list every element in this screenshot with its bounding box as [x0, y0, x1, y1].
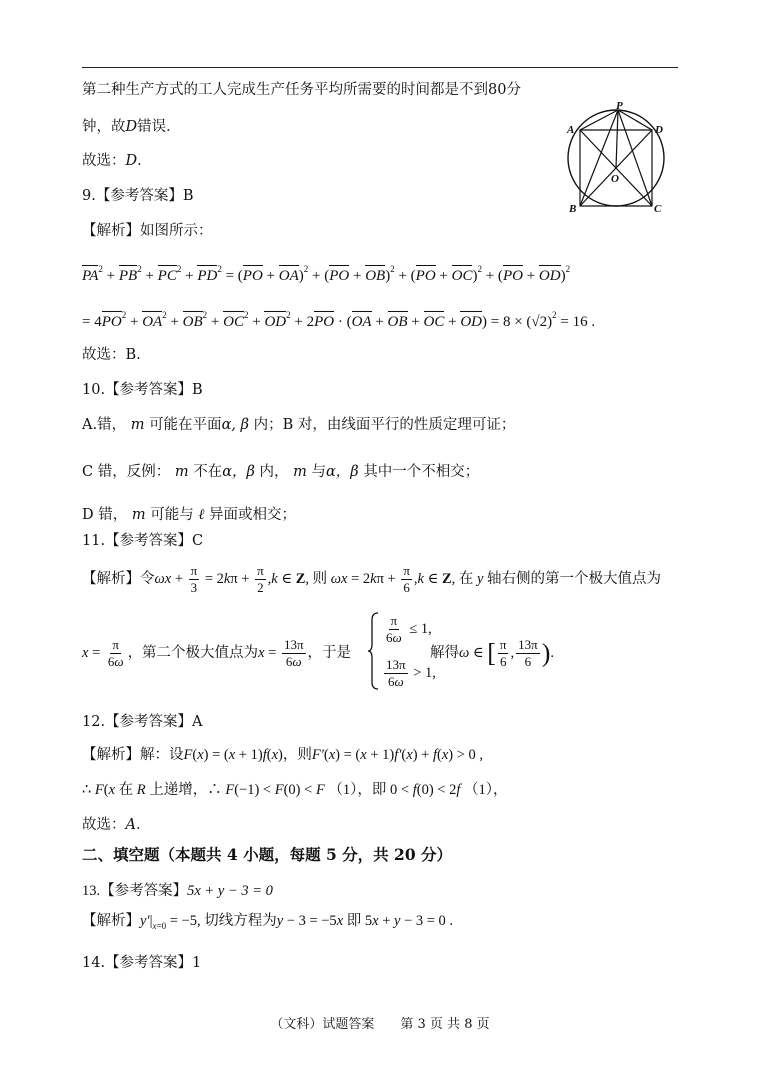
- q10-option-c: C 错，反例： m 不在α，β 内， m 与α，β 其中一个不相交；: [82, 464, 480, 480]
- q11-solution: 解得ω ∈ [ $\frac{\pi}{6}$ , $\frac{13\pi}{6}$ ).: [430, 637, 554, 670]
- label-D: D: [655, 124, 663, 136]
- q11-system-2: $\frac{13\pi}{6\omega}$ > 1,: [386, 657, 436, 690]
- q12-analysis-1: 【解析】解：设F(x) = (x + 1)f(x)，则F′(x) = (x + 1)f′(x) + f(x) > 0 ,: [82, 747, 484, 763]
- q9-equation-1: $PA^2 + PB^2 + PC^2 + PD^2 = (PO + OA)^2 + (PO + OB)^2 + (PO + OC)^2 + (PO + OD)^2$: [82, 264, 571, 284]
- page-footer: （文科）试题答案 第 3 页 共 8 页: [270, 1017, 490, 1032]
- label-O: O: [611, 173, 619, 185]
- circle-figure: [556, 98, 678, 216]
- q9-equation-2: = $4PO^2 + OA^2 + OB^2 + OC^2 + OD^2 + 2PO \cdot (OA$ + OB + OC + $OD) = 8 \times (√2)^2 = 16$ .: [82, 310, 596, 330]
- label-B: B: [569, 203, 577, 215]
- text-line-1: 第二种生产方式的工人完成生产任务平均所需要的时间都是不到80分: [82, 82, 521, 98]
- header-rule: [82, 67, 678, 68]
- label-C: C: [654, 203, 662, 215]
- q12-answer: 12.【参考答案】A: [82, 714, 203, 730]
- label-A: A: [567, 124, 575, 136]
- q11-system-1: $\frac{\pi}{6\omega}$ ≤ 1,: [386, 613, 432, 646]
- q12-analysis-2: ∴ F(x 在 R 上递增，∴ F(−1) < F(0) < F （1），即 0 < f(0) < 2f （1），: [82, 782, 508, 798]
- q12-choice: 故选：A．: [82, 817, 151, 833]
- q13-answer: 13.【参考答案】5x + y − 3 = 0: [82, 883, 273, 899]
- text-line-2: 钟，故D错误．: [82, 119, 181, 135]
- q11-answer: 11.【参考答案】C: [82, 533, 204, 549]
- q9-choice: 故选：B.: [82, 347, 141, 363]
- q9-answer: 9.【参考答案】B: [82, 188, 194, 204]
- q9-analysis: 【解析】如图所示：: [82, 223, 213, 239]
- q10-answer: 10.【参考答案】B: [82, 382, 203, 398]
- q11-analysis-1: 【解析】令ωx + $\frac{\pi}{3}$ = 2kπ + $\frac{\pi}{2}$ ,k ∈ Z, 则 ωx = 2kπ + $\frac{\pi}{6}$ ,k ∈ Z, 在 y 轴右侧的第一个极大值点为: [82, 563, 662, 596]
- text-line-3: 故选：D．: [82, 153, 152, 169]
- q14-answer: 14.【参考答案】1: [82, 955, 202, 971]
- q13-analysis: 【解析】$y'|_{x=0} = -5$, 切线方程为y − 3 = −5x 即 5x + y − 3 = 0 .: [82, 913, 454, 931]
- q11-analysis-2: x = $\frac{\pi}{6\omega}$ ，第二个极大值点为x = $\frac{13\pi}{6\omega}$ ，于是: [82, 637, 352, 670]
- section-2-heading: 二、填空题（本题共 4 小题，每题 5 分，共 20 分）: [82, 845, 453, 864]
- q11-brace: [368, 612, 380, 690]
- q10-option-d: D 错， m 可能与 ℓ 异面或相交；: [82, 507, 296, 523]
- label-P: P: [616, 100, 623, 112]
- q10-option-a: A.错， m 可能在平面α, β 内；B 对，由线面平行的性质定理可证；: [82, 417, 516, 433]
